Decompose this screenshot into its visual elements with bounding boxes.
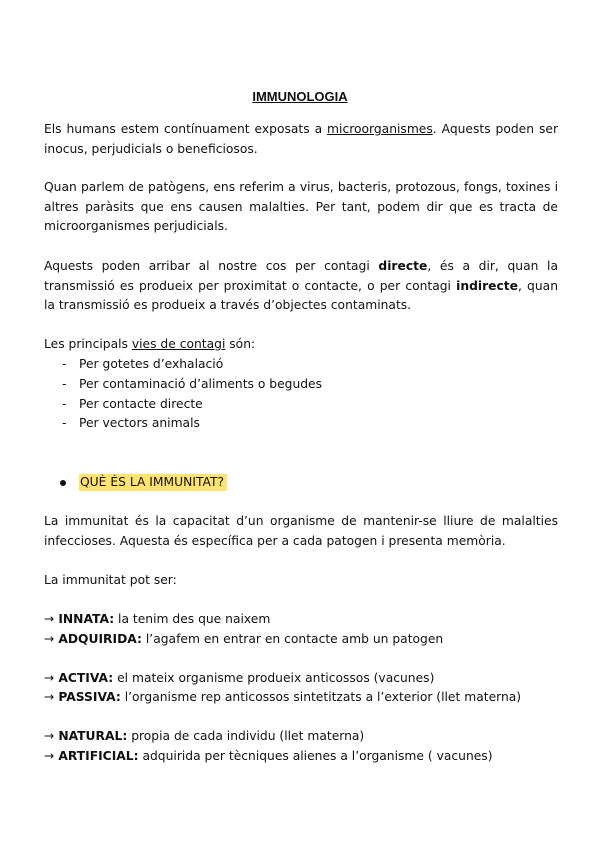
intro-paragraph: Els humans estem contínuament exposats a microorganismes. Aquests poden ser inocus, perjudicials o beneficiosos. (44, 122, 558, 156)
type-passiva: → PASSIVA: l’organisme rep anticossos sintetitzats a l’exterior (llet materna) (44, 690, 522, 704)
arrow-icon: → (44, 632, 55, 646)
type-natural: → NATURAL: propia de cada individu (llet materna) (44, 729, 365, 743)
routes-intro: Les principals vies de contagi són: (44, 337, 256, 351)
type-adquirida: → ADQUIRIDA: l’agafem en entrar en contacte amb un patogen (44, 632, 444, 646)
bullet-icon (60, 480, 66, 486)
routes-list (62, 355, 322, 434)
page-title: IMMUNOLOGIA (252, 89, 348, 104)
list-item: - Per contacte directe (62, 395, 322, 415)
arrow-icon: → (44, 690, 55, 704)
list-item: - Per contaminació d’aliments o begudes (62, 375, 322, 395)
routes-term: vies de contagi (131, 337, 226, 351)
immunity-definition: La immunitat és la capacitat d’un organisme de mantenir-se lliure de malalties infeccioses. Aquesta és específica per a cada patogen i presenta memòria. (44, 514, 558, 548)
contagion-paragraph: Aquests poden arribar al nostre cos per contagi directe, és a dir, quan la transmissió es produeix per proximitat o contacte, o per contagi indirecte, quan la transmissió es produeix a través d’objectes contaminats. (44, 259, 558, 312)
microorganisms-term: microorganismes (327, 122, 433, 136)
pathogens-paragraph: Quan parlem de patògens, ens referim a virus, bacteris, protozous, fongs, toxines i altres paràsits que ens causen malalties. Per tant, podem dir que es tracta de microorganismes perjudicials. (44, 180, 558, 233)
arrow-icon: → (44, 729, 55, 743)
direct-term: directe (378, 259, 428, 273)
indirect-term: indirecte (456, 278, 519, 293)
arrow-icon: → (44, 749, 55, 763)
arrow-icon: → (44, 671, 55, 685)
section-heading (60, 473, 227, 492)
immunity-types-intro: La immunitat pot ser: (44, 573, 177, 587)
type-innata: → INNATA: la tenim des que naixem (44, 612, 271, 626)
section-heading-text: QUÈ ÉS LA IMMUNITAT? (79, 474, 227, 491)
arrow-icon: → (44, 612, 55, 626)
list-item: - Per vectors animals (62, 414, 322, 434)
type-activa: → ACTIVA: el mateix organisme produeix anticossos (vacunes) (44, 671, 435, 685)
list-item: - Per gotetes d’exhalació (62, 355, 322, 375)
type-artificial: → ARTIFICIAL: adquirida per tècniques alienes a l’organisme ( vacunes) (44, 749, 493, 763)
